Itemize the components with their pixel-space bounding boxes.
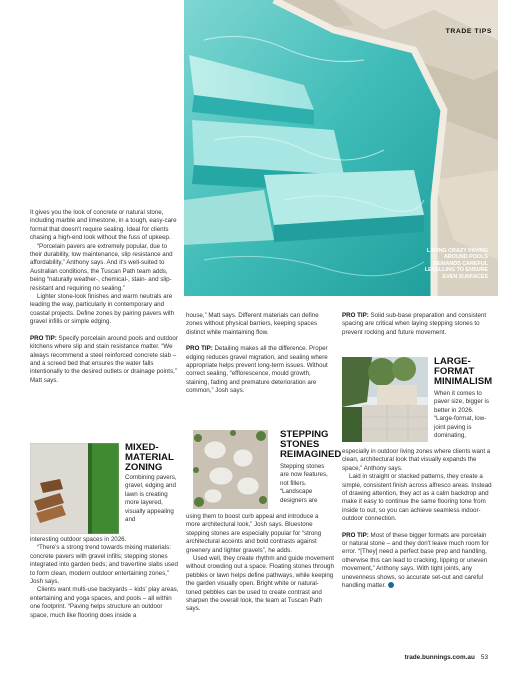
- col3-paragraph: Laid in straight or stacked patterns, they create a simple, consistent finish across alfresco areas. Instead of drawing attention, they act as a calm backdrop and make it easy to continue the same flooring tone from inside to out, so you can achieve seamless indoor-outdoor connection.: [342, 473, 492, 523]
- column-3-top: [342, 312, 492, 337]
- mixed-material-illustration: [30, 443, 119, 534]
- pro-tip-label: PRO TIP:: [342, 531, 369, 539]
- column-1-top: [30, 209, 179, 385]
- col2-paragraph: house,” Matt says. Different materials can define zones without physical barriers, keeping spaces distinct while maintaining flow.: [186, 312, 319, 336]
- minimal-intro: When it comes to paver size, bigger is better in 2026. “Large-format, low-joint paving is dominating,: [434, 390, 490, 440]
- col3-paragraph: especially in outdoor living zones where clients want a clean, architectural look that visually expands the space,” Anthony says.: [342, 448, 491, 472]
- stones-intro: Stepping stones are now features, not fillers. “Landscape designers are: [280, 463, 328, 504]
- section-tag: TRADE TIPS: [445, 28, 492, 35]
- col2-paragraph: using them to boost curb appeal and introduce a more architectural look,” Josh says. Bluestone stepping stones are especially popular for “strong architectural accents and bold contrasts against greenery and lighter gravels”, he adds.: [186, 513, 322, 554]
- col1-paragraph: Clients want multi-use backyards – kids' play areas, entertaining and yoga spaces, and pools – all within one footprint. “Paving helps structure an outdoor space, much like flooring does inside a: [30, 586, 179, 619]
- col2-pro-tip: [186, 345, 334, 395]
- zoning-intro: Combining pavers, gravel, edging and lawn is creating more layered, visually appealing and: [125, 474, 177, 524]
- col1-paragraph: “Porcelain pavers are extremely popular, due to their durability, low maintenance, slip resistance and affordability,” Anthony says. And it's well-suited to Australian conditions, the Tuscan Path team adds, being “naturally weather-, chemical-, stain- and slip-resistant and requiring no sealing.”: [30, 242, 173, 292]
- col1-paragraph: It gives you the look of concrete or natural stone, including marble and limestone, in a tough, easy-care format that doesn't require sealing. Ideal for clients chasing a high-end look without the fuss of upkeep.: [30, 209, 177, 242]
- courtyard-illustration: [342, 357, 428, 442]
- column-2-top: [186, 312, 334, 396]
- footer-url[interactable]: trade.bunnings.com.au: [404, 654, 475, 661]
- large-format-image: [342, 357, 428, 442]
- page-number: 53: [480, 654, 488, 661]
- column-1-bottom: [30, 536, 179, 620]
- page-footer: [405, 654, 488, 661]
- pro-tip-text: Most of these bigger formats are porcelain or natural stone – and they don't leave much room for error. “[They] need a perfect base prep and handling, otherwise this can lead to cracking, lipping or uneven movement,” Anthony says. With tight joints, any unevenness shows, so accurate set-out and careful handling matter.: [342, 531, 489, 590]
- heading-stepping-stones: STEPPING STONES REIMAGINED: [280, 429, 342, 461]
- pro-tip-text: Solid sub-base preparation and consistent spacing are critical when laying stepping stones to prevent rocking and future movement.: [342, 312, 487, 336]
- column-2-bottom: [186, 513, 334, 614]
- zoning-image: [30, 443, 119, 534]
- col1-paragraph: interesting outdoor spaces in 2026.: [30, 536, 127, 543]
- col2-paragraph: Used well, they create rhythm and guide movement without crowding out a space. Floating stones through pebbles or lawn helps define pathways, while keeping the garden visually open. Bright white or natural-toned pebbles can be used to create contrast and sharpen the overall look, the team at Tuscan Path says.: [186, 555, 335, 613]
- col3-pro-tip: [342, 532, 492, 591]
- pro-tip-text: Detailing makes all the difference. Proper edging reduces gravel migration, and sealing where appropriate helps prevent long-term issues. Without correct sealing, “efflorescence, mould growth, staining, fading and premature deterioration are common,” Josh says.: [186, 345, 328, 395]
- pro-tip-text: Specify porcelain around pools and outdoor kitchens where slip and stain resistance matter. “We always recommend a steel reinforced concrete slab – and a screed bed that ensures the water falls intentionally to the desired outlets or drainage points,” Matt says.: [30, 334, 178, 384]
- stepping-stones-illustration: [193, 430, 268, 509]
- pro-tip-label: PRO TIP:: [30, 334, 57, 342]
- col1-pro-tip: [30, 335, 179, 385]
- pro-tip-label: PRO TIP:: [342, 312, 369, 319]
- heading-mixed-material-zoning: MIXED-MATERIAL ZONING: [125, 442, 174, 474]
- end-mark-icon: [388, 582, 394, 588]
- stepping-stones-image: [193, 430, 268, 509]
- col1-paragraph: Lighter stone-look finishes and warm neutrals are leading the way, particularly in contemporary and coastal projects. Define zones by pairing pavers with gravel infills or simple edging.: [30, 293, 175, 326]
- pro-tip-label: PRO TIP:: [186, 345, 213, 353]
- heading-large-format-minimalism: LARGE-FORMAT MINIMALISM: [434, 356, 493, 388]
- column-3-bottom: [342, 448, 492, 591]
- hero-caption: LAYING CRAZY PAVING AROUND POOLS DEMANDS CAREFUL LEVELLING TO ENSURE EVEN SURFACES: [424, 248, 488, 280]
- col1-paragraph: “There's a strong trend towards mixing materials: concrete pavers with gravel infills; stepping stones integrated into garden beds; and travertine slabs used to form clean, modern outdoor entertaining zones,” Josh says.: [30, 544, 178, 586]
- col3-pro-tip: [342, 312, 492, 337]
